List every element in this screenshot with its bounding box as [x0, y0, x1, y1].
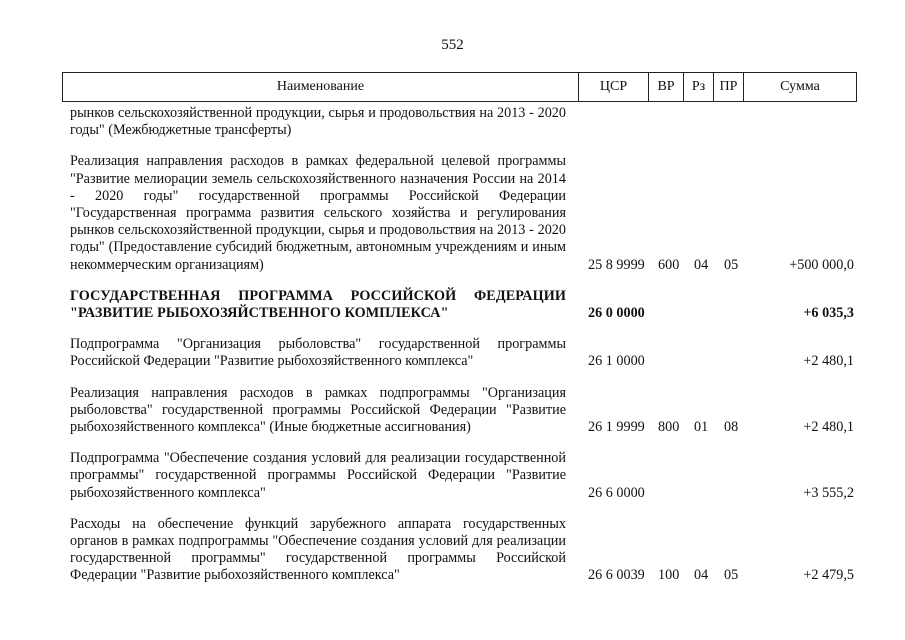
- row-sum: +500 000,0: [789, 256, 854, 273]
- row-name: Подпрограмма "Организация рыболовства" государственной программы Российской Федерации "Развитие рыбохозяйственного комплекса": [70, 336, 566, 370]
- row-csr: 26 6 0000: [588, 484, 645, 501]
- page-number: 552: [441, 37, 464, 53]
- table-row: [70, 153, 860, 273]
- row-name: Реализация направления расходов в рамках федеральной целевой программы "Развитие мелиорации земель сельскохозяйственного назначения России на 2014 - 2020 годы" государственной программы Российской Федерации "Государственная программа развития сельского хозяйства и регулирования рынков сельскохозяйственной продукции, сырья и продовольствия на 2013 - 2020 годы" (Предоставление субсидий бюджетным, автономным учреждениям и иным некоммерческим организациям): [70, 153, 566, 273]
- row-rz: 04: [694, 567, 709, 584]
- row-csr: 26 1 9999: [588, 419, 645, 436]
- row-csr: 26 1 0000: [588, 353, 645, 370]
- row-vr: 800: [658, 419, 680, 436]
- row-sum: +6 035,3: [803, 305, 854, 322]
- row-sum: +3 555,2: [803, 484, 854, 501]
- row-rz: 01: [694, 419, 709, 436]
- table-row: [70, 385, 860, 437]
- row-pr: 05: [724, 567, 739, 584]
- row-sum: +2 480,1: [803, 353, 854, 370]
- row-sum: +2 479,5: [803, 567, 854, 584]
- row-name: рынков сельскохозяйственной продукции, сырья и продовольствия на 2013 - 2020 годы" (Межбюджетные трансферты): [70, 105, 566, 139]
- row-csr: 26 0 0000: [588, 305, 645, 322]
- row-csr: 26 6 0039: [588, 567, 645, 584]
- table-row: [70, 288, 860, 322]
- table-body: [70, 105, 860, 599]
- row-name: Расходы на обеспечение функций зарубежного аппарата государственных органов в рамках подпрограммы "Обеспечение создания условий для реализации государственной программы" государственной программы Российской Федерации "Развитие рыбохозяйственного комплекса": [70, 515, 566, 584]
- row-sum: +2 480,1: [803, 419, 854, 436]
- header-pr: ПР: [713, 73, 743, 101]
- row-name: Реализация направления расходов в рамках подпрограммы "Организация рыболовства" государственной программы Российской Федерации "Развитие рыбохозяйственного комплекса" (Иные бюджетные ассигнования): [70, 384, 566, 436]
- table-row: [70, 450, 860, 502]
- header-sum: Сумма: [743, 73, 856, 101]
- table-header: [62, 72, 857, 102]
- row-rz: 04: [694, 256, 709, 273]
- row-vr: 600: [658, 256, 680, 273]
- row-name: Подпрограмма "Обеспечение создания условий для реализации государственной программы" государственной программы Российской Федерации "Развитие рыбохозяйственного комплекса": [70, 450, 566, 501]
- header-rz: Рз: [683, 73, 713, 101]
- row-csr: 25 8 9999: [588, 256, 645, 273]
- table-row: [70, 336, 860, 370]
- row-pr: 08: [724, 419, 739, 436]
- row-vr: 100: [658, 567, 680, 584]
- table-row: [70, 516, 860, 585]
- header-csr: ЦСР: [578, 73, 648, 101]
- row-pr: 05: [724, 256, 739, 273]
- row-name: ГОСУДАРСТВЕННАЯ ПРОГРАММА РОССИЙСКОЙ ФЕДЕРАЦИИ "РАЗВИТИЕ РЫБОХОЗЯЙСТВЕННОГО КОМПЛЕКСА": [70, 287, 566, 322]
- header-vr: ВР: [648, 73, 683, 101]
- header-name: Наименование: [276, 79, 365, 94]
- table-row: [70, 105, 860, 139]
